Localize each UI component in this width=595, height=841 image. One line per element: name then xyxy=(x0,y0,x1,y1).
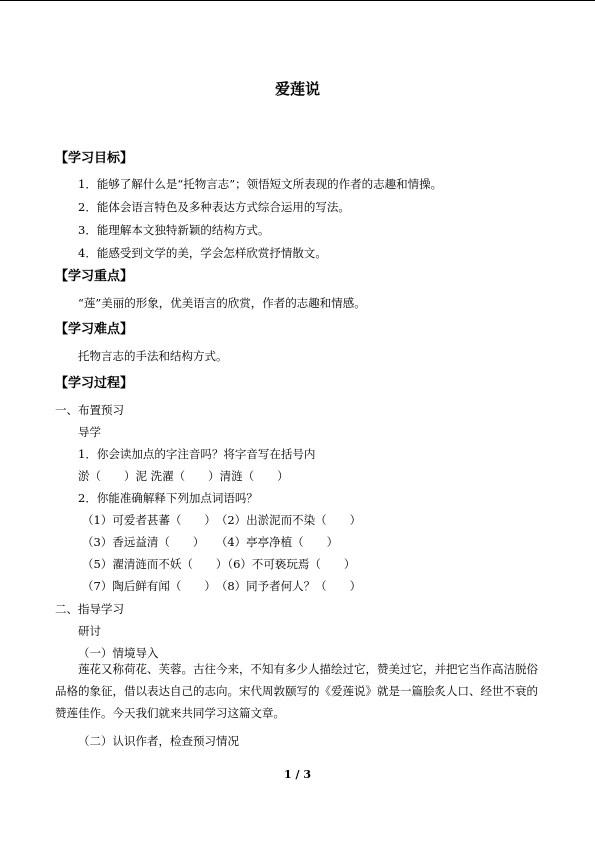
question-2-row: （5）濯清涟而不妖（ ）（6）不可亵玩焉（ ） xyxy=(82,557,356,571)
question-2-row: （1）可爱者甚蕃（ ） （2）出淤泥而不染（ ） xyxy=(82,513,362,527)
page-title: 爱莲说 xyxy=(274,80,320,98)
page-number: 1 / 3 xyxy=(284,768,311,781)
section-preview: 一、布置预习 xyxy=(55,403,124,417)
key-points-text: “莲”美丽的形象，优美语言的欣赏，作者的志趣和情感。 xyxy=(78,296,366,310)
section-guidance: 二、指导学习 xyxy=(55,602,124,616)
intro-paragraph: 莲花又称荷花、芙蓉。古往今来，不知有多少人描绘过它，赞美过它，并把它当作高洁脱俗品格的象征，借以表达自己的志向。宋代周敦颐写的《爱莲说》就是一篇脍炙人口、经世不衰的赞莲佳作。今天我们就来共同学习这篇文章。 xyxy=(55,662,538,720)
question-1: 1．你会读加点的字注音吗？将字音写在括号内 xyxy=(78,447,316,461)
discuss-label: 研讨 xyxy=(78,624,101,638)
question-2: 2．你能准确解释下列加点词语吗？ xyxy=(78,491,258,505)
process-heading: 【学习过程】 xyxy=(55,376,134,391)
guide-label: 导学 xyxy=(78,425,101,439)
difficulties-heading: 【学习难点】 xyxy=(55,322,134,337)
question-2-row: （3）香远益清（ ） （4）亭亭净植（ ） xyxy=(82,535,339,549)
difficulties-text: 托物言志的手法和结构方式。 xyxy=(78,349,228,363)
author-section-label: （二）认识作者，检查预习情况 xyxy=(78,734,239,748)
goals-heading: 【学习目标】 xyxy=(55,151,134,166)
key-points-heading: 【学习重点】 xyxy=(55,269,134,284)
question-2-row: （7）陶后鲜有闻（ ） （8）同予者何人？（ ） xyxy=(82,579,362,593)
goal-item: 2．能体会语言特色及多种表达方式综合运用的写法。 xyxy=(78,200,350,214)
goal-item: 4．能感受到文学的美，学会怎样欣赏抒情散文。 xyxy=(78,246,327,260)
intro-label: （一）情境导入 xyxy=(78,646,159,660)
header-rule xyxy=(0,0,595,1)
question-1-items: 淤（ ）泥 洗濯（ ）清涟（ ） xyxy=(78,469,289,483)
goal-item: 1．能够了解什么是“托物言志”；领悟短文所表现的作者的志趣和情操。 xyxy=(78,177,443,191)
goal-item: 3．能理解本文独特新颖的结构方式。 xyxy=(78,223,270,237)
